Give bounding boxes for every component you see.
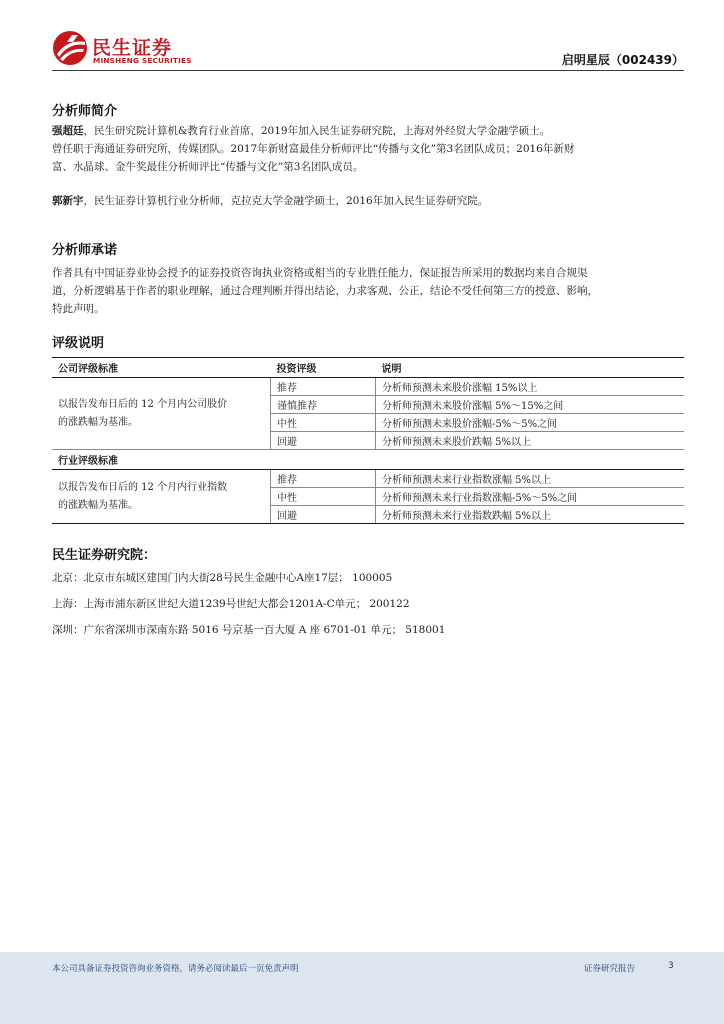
analyst-intro-title: 分析师简介 (52, 104, 118, 119)
header-company-standard: 公司评级标准 (52, 358, 271, 378)
logo-text-cn: 民生证券 (92, 37, 173, 59)
analyst1-bio (52, 122, 686, 176)
rating-level: 推荐 (271, 378, 376, 396)
header-divider (52, 70, 684, 71)
commitment-title: 分析师承诺 (52, 243, 118, 258)
rating-level: 谨慎推荐 (271, 396, 376, 414)
report-title: 启明星辰（002439） (561, 53, 684, 67)
analyst1-line2: 曾任职于海通证券研究所，传媒团队。2017年新财富最佳分析师评比“传播与文化”第3名团队成员；2016年新财 (52, 143, 575, 155)
analyst1-line3: 富、水晶球、金牛奖最佳分析师评比“传播与文化”第3名团队成员。 (52, 161, 364, 173)
page-number: 3 (668, 961, 674, 971)
institute-title: 民生证券研究院： (52, 548, 157, 563)
rating-level: 推荐 (271, 470, 376, 488)
industry-header-row (52, 450, 684, 470)
table-header-row (52, 358, 684, 378)
rating-desc: 分析师预测未来股价涨幅 15%以上 (376, 378, 685, 396)
rating-desc: 分析师预测未来行业指数涨幅-5%～5%之间 (376, 488, 685, 506)
industry-basis: 以报告发布日后的 12 个月内行业指数 的涨跌幅为基准。 (52, 470, 271, 524)
rating-desc: 分析师预测未来股价涨幅 5%～15%之间 (376, 396, 685, 414)
company-basis: 以报告发布日后的 12 个月内公司股价 的涨跌幅为基准。 (52, 378, 271, 450)
page-footer (0, 952, 724, 1024)
rating-level: 回避 (271, 432, 376, 450)
commitment-text: 作者具有中国证券业协会授予的证券投资咨询执业资格或相当的专业胜任能力，保证报告所采用的数据均来自合规渠 道，分析逻辑基于作者的职业理解，通过合理判断并得出结论，力求客观、公正，结论不受任何第三方的授意、影响， 特此声明。 (52, 267, 598, 315)
address-beijing: 北京：北京市东城区建国门内大街28号民生金融中心A座17层； 100005 (52, 572, 393, 584)
rating-level: 回避 (271, 506, 376, 524)
footer-report-type: 证券研究报告 (584, 964, 636, 974)
logo-text-en: MINSHENG SECURITIES (93, 56, 192, 65)
table-row (52, 378, 684, 396)
address-shanghai: 上海：上海市浦东新区世纪大道1239号世纪大都会1201A-C单元； 200122 (52, 598, 410, 610)
header-desc: 说明 (376, 358, 685, 378)
rating-desc: 分析师预测未来股价跌幅 5%以上 (376, 432, 685, 450)
rating-title: 评级说明 (52, 336, 105, 351)
rating-desc: 分析师预测未来行业指数跌幅 5%以上 (376, 506, 685, 524)
footer-disclaimer: 本公司具备证券投资咨询业务资格，请务必阅读最后一页免责声明 (52, 964, 299, 974)
analyst2-name: 郭新宇 (52, 195, 84, 207)
rating-level: 中性 (271, 488, 376, 506)
rating-level: 中性 (271, 414, 376, 432)
header-level: 投资评级 (271, 358, 376, 378)
analyst2-bio: 郭新宇，民生证券计算机行业分析师，克拉克大学金融学硕士，2016年加入民生证券研究院。 (52, 195, 489, 207)
rating-desc: 分析师预测未来股价涨幅-5%～5%之间 (376, 414, 685, 432)
address-shenzhen: 深圳：广东省深圳市深南东路 5016 号京基一百大厦 A 座 6701-01 单元； 518001 (52, 624, 446, 636)
table-row (52, 470, 684, 488)
minsheng-logo-icon (52, 30, 88, 66)
analyst1-name: 强超廷 (52, 125, 84, 137)
rating-table (52, 357, 684, 524)
analyst1-line1: 强超廷，民生研究院计算机&教育行业首席，2019年加入民生证券研究院，上海对外经贸大学金融学硕士。 (52, 125, 551, 137)
page-header (0, 0, 724, 76)
header-industry-standard: 行业评级标准 (52, 450, 271, 470)
rating-desc: 分析师预测未来行业指数涨幅 5%以上 (376, 470, 685, 488)
company-logo (52, 30, 202, 70)
